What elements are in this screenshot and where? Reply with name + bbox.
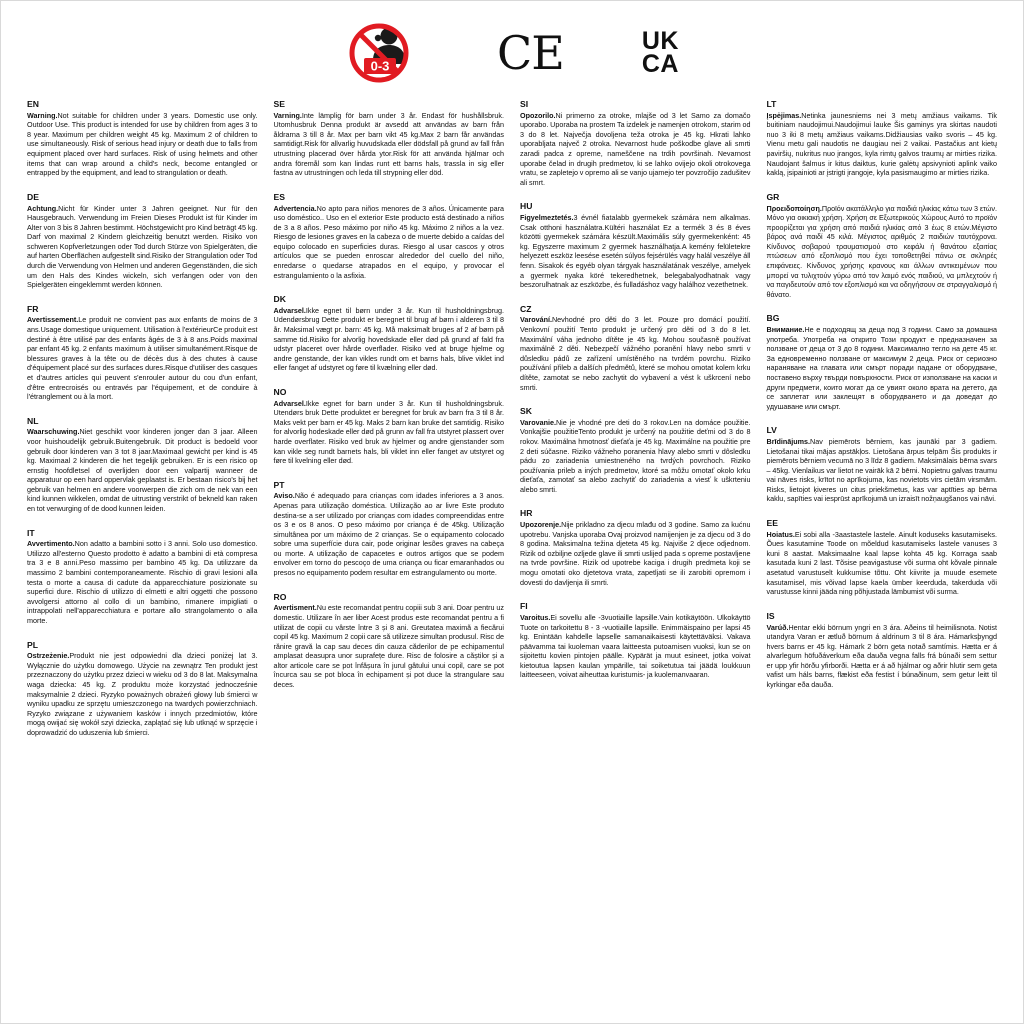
warning-body: Ikke egnet for barn under 3 år. Kun til husholdningsbruk. Utendørs bruk Dette produktet er beregnet for bruk av barn fra 3 til 8 år. Maks vekt per barn er 45 kg. Maks 2 barn kan bruke det samtidig. Risiko for alvorlig hodeskade eller død på grunn av fall fra utstyret plassert over harde overflater. Risiko ved bruk av hjelmer og andre gjenstander som kan vikle seg rundt barnets hals, bli viklet inn eller fanget av utstyret og føre til kvelning eller død.: [273, 398, 504, 466]
warning-body: Non adatto a bambini sotto i 3 anni. Solo uso domestico. Utilizzo all'esterno Questo prodotto è adatto a bambini di età compresa tra 3 e 8 anni.Peso massimo per bambino 45 kg. Da utilizzare da massimo 2 bambini contemporaneamente. Rischio di gravi lesioni alla testa o morte a causa di cadute da apparecchiature posizionate su superfici dure. Rischio di utilizzo di elmetti e altri oggetti che possono avvolgersi attorno al collo di un bambino, rimanere impigliati o intrappolati nell'apparecchiatura e portare allo strangolamento o alla morte.: [27, 539, 258, 625]
warning-text: [767, 530, 998, 597]
warning-body: Nav piemērots bērniem, kas jaunāki par 3 gadiem. Lietošanai tikai mājas apstākļos. Lietošana ārpus telpām Šis produkts ir piemērots bērniem vecumā no 3 līdz 8 gadiem. Maksimālais bērna svars – 45kg. Vienlaikus var lietot ne vairāk kā 2 bērni. Nopietnu galvas traumu vai nāves risks, krītot no aprīkojuma, kas novietots virs cietām virsmām. Risks, lietojot ķiveres un citus priekšmetus, kas var aptīties ap bērna kaklu, sapīties vai iesprūst aprīkojumā un izraisīt nožņaugšanos vai nāvi.: [766, 436, 997, 504]
warning-column-1: [27, 99, 258, 751]
warning-text: [520, 111, 751, 188]
warning-text: [767, 325, 998, 411]
warning-text: [27, 539, 258, 625]
language-code: GR: [766, 191, 780, 202]
warning-text: [274, 603, 505, 689]
warning-block-en: [27, 99, 258, 178]
ukca-line-1: UK: [641, 27, 679, 55]
warning-text: [27, 204, 258, 290]
warning-column-3: [520, 99, 751, 751]
warning-text: [520, 613, 751, 680]
warning-body: Niet geschikt voor kinderen jonger dan 3 jaar. Alleen voor huishoudelijk gebruik.Buitengebruik. Dit product is bedoeld voor gebruik door kinderen van 3 tot 8 jaar.Maximaal gewicht per kind is 45 kg. Maximaal 2 kinderen die het tegelijk gebruiken. Er is een risico op ernstig hoofdletsel of overlijden door een valpartij wanneer de apparatuur op een hard oppervlak geplaatst is. Er bestaan risico's bij het gebruik van helmen en andere voorwerpen die zich om de nek van een kind kunnen wikkelen, omdat de uitrusting verstrikt of bekneld kan raken en tot verwurging of de dood kunnen leiden.: [27, 427, 258, 514]
warning-lead: Avertisment.: [273, 603, 317, 613]
warning-text: [767, 437, 998, 504]
warning-text: [27, 427, 258, 513]
warning-lead: Advarsel.: [273, 305, 306, 315]
language-code: CZ: [520, 303, 532, 314]
warning-block-de: [27, 192, 258, 290]
warning-lead: Varning.: [273, 110, 302, 120]
warning-text: [274, 204, 505, 281]
language-code: IT: [27, 527, 35, 538]
language-code: PT: [273, 479, 285, 490]
warning-block-lv: [767, 425, 998, 504]
warning-body: Netinka jaunesniems nei 3 metų amžiaus vaikams. Tik buitiniam naudojimui.Naudojimui lauke Šis gaminys yra skirtas naudoti nuo 3 iki 8 metų amžiaus vaikams.Didžiausias vaiko svoris – 45 kg. Vienu metu gali naudotis ne daugiau nei 2 vaikai. Pastačius ant kietų paviršių, nukritus nuo įrangos, kyla rimtų galvos traumų ar mirties rizika. Naudojant šalmus ir kitus daiktus, kurie galėtų apsivynioti aplink vaiko kaklą, įsipainioti ar įstrigti įrangoje, kyla pasismaugimo ar mirties rizika.: [766, 110, 997, 178]
language-code: PL: [27, 639, 38, 650]
warning-block-se: [274, 99, 505, 178]
language-code: SE: [273, 99, 285, 109]
warning-body: Не е подходящ за деца под 3 години. Само за домашна употреба. Употреба на открито Този продукт е предназначен за ползване от деца от 3 до 8 години. Максимално тегло на дете 45 кг. За едновременно ползване от максимум 2 деца. Риск от сериозно нараняване на главата или смърт поради падане от оборудване, поставено върху твърди повърхности. Риск от използване на каски и други предмети, които могат да се увият около врата на детето, да се заплетат или заклещят в оборудването и да доведат до удушаване или смърт.: [766, 325, 997, 411]
language-code: SK: [520, 406, 532, 417]
warning-lead: Hoiatus.: [766, 529, 795, 539]
warning-lead: Varúð.: [766, 622, 789, 632]
warning-lead: Opozorilo.: [520, 110, 556, 120]
warning-block-dk: [274, 294, 505, 373]
warning-body: Not suitable for children under 3 years. Domestic use only. Outdoor Use. This product is intended for use by children from ages 3 to 8 year. Maximum per children weight 45 kg. Maximum 2 of children to use simultaneously. Risk of serious head injury or death due to falls from equipment placed over hard surfaces. Risk of using helmets and other items that can wrap around a child's neck, become entangled or entrapped by the equipment, and lead to strangulation or death.: [27, 110, 258, 178]
warning-lead: Внимание.: [766, 325, 805, 335]
warning-text: [520, 418, 751, 495]
warning-text: [767, 111, 998, 178]
language-code: NO: [273, 386, 287, 397]
warning-block-no: [274, 387, 505, 466]
warning-body: Nevhodné pro děti do 3 let. Pouze pro domácí použití. Venkovní použití Tento produkt je určený pro děti od 3 do 8 let. Maximální váha jednoho dítěte je 45 kg. Mohou současně používat maximálně 2 děti. Nebezpečí vážného poranění hlavy nebo smrti v důsledku pádů ze zařízení umístěného na tvrdém povrchu. Riziko používání přileb a dalších předmětů, které se mohou omotat kolem krku dítěte, zamotat se nebo zachytit do vybavení a vést k uškrcení nebo smrti.: [520, 315, 751, 392]
warning-lead: Varovanie.: [520, 417, 556, 427]
warning-lead: Brīdinājums.: [766, 436, 811, 446]
symbols-row: [1, 1, 1023, 99]
warning-body: Προϊόν ακατάλληλο για παιδιά ηλικίας κάτω των 3 ετών. Μόνο για οικιακή χρήση. Χρήση σε Εξωτερικούς Χώρους Αυτό το προϊόν προορίζεται για χρήση από παιδιά ηλικίας από 3 έως 8 ετών.Μέγιστο βάρος ανά παιδί 45 κιλά. Μέγιστος αριθμός 2 παιδιών ταυτόχρονα. Κίνδυνος σοβαρού τραυματισμού στο κεφάλι ή θανάτου εξαιτίας πτώσεων από εξοπλισμό που έχει τοποθετηθεί πάνω σε σκληρές επιφάνειες. Κίνδυνος χρήσης κρανους και άλλων αντικειμένων που μπορεί να τυλιχτούν γύρω από τον λαιμό ενός παιδιού, να μπλεχτούν ή να παγιδευτούν από τον εξοπλισμό και να οδηγήσουν σε στραγγαλισμό ή θάνατο.: [766, 203, 997, 299]
warning-body: 3 évnél fiatalabb gyermekek számára nem alkalmas. Csak otthoni használatra.Kültéri használat Ez a termék 3 és 8 éves közötti gyermekek számára készült.Maximális súly gyermekenként: 45 kg. Egyszerre maximum 2 gyermek használhatja.A kemény felületekre helyezett eszköz leesése esetén súlyos fejsérülés vagy halál veszélye áll fenn. Sisakok és egyéb olyan tárgyak használatának veszélye, amelyek a gyermek nyaka köré tekeredhetnek, belegabalyodhatnak vagy beszorulhatnak az eszközbe, és fulladáshoz vagy halálhoz vezethetnek.: [520, 213, 751, 290]
warning-lead: Warning.: [27, 110, 58, 120]
ukca-mark-icon: [641, 27, 679, 78]
warning-lead: Advarsel.: [273, 398, 306, 408]
warning-block-sk: [520, 406, 751, 494]
warning-body: No apto para niños menores de 3 años. Únicamente para uso doméstico.. Uso en el exterior Este producto está destinado a niños de 3 a 8 años. Peso máximo por niño 45 kg. Máximo 2 niños a la vez. Riesgo de lesiones graves en la cabeza o de muerte debido a caídas del equipo colocado en superficies duras. Riesgo al usar cascos y otros artículos que se pueden enroscar alrededor del cuello del niño, enredarse o quedarse atrapados en el equipo, y provocar el estrangulamiento o la asfixia.: [273, 203, 504, 280]
warning-block-ee: [767, 518, 998, 597]
warning-block-si: [520, 99, 751, 187]
warning-block-hr: [520, 508, 751, 587]
language-code: HR: [520, 508, 533, 519]
warning-text: [520, 213, 751, 290]
warning-text: [520, 520, 751, 587]
warning-body: Ei sobi alla -3aastastele lastele. Ainult koduseks kasutamiseks. Õues kasutamine Toode on mõeldud kasutamiseks lastele vanuses 3 kuni 8 aastat. Maksimaalne kaal lapse kohta 45 kg. Korraga saab kasutada kuni 2 last. Tõsise peavigastuse või surma oht kõvale pinnale asetatud varustuselt kukkumise tõttu. Oht kiivrite ja muude esemete kasutamisel, mis võivad lapse kaela ümber keerduda, takerduda või varustusse kinni jääda ning põhjustada lämbumist või surma.: [766, 529, 997, 597]
warning-text: [27, 111, 258, 178]
ukca-mark-block: [641, 27, 679, 78]
warning-block-cz: [520, 304, 751, 392]
warning-body: Ikke egnet til børn under 3 år. Kun til husholdningsbrug. Udendørsbrug Dette produkt er beregnet til brug af børn i alderen 3 til 8 år. Maksimal vægt pr. barn: 45 kg. Må maksimalt bruges af 2 af børn på samme tid.Risiko for alvorlig hovedskade eller død på grund af fald fra udstyr placeret over hårde overflader. Risiko ved at bruge hjelme og andre genstande, der kan vikles rundt om et barns hals, blive viklet ind eller fanget af udstyret og føre til kvælning eller død.: [273, 305, 504, 373]
warning-block-is: [767, 611, 998, 690]
language-code: BG: [766, 313, 780, 324]
warning-text: [27, 651, 258, 737]
warning-block-bg: [767, 313, 998, 411]
warning-lead: Figyelmeztetés.: [520, 213, 574, 223]
language-code: LV: [766, 425, 777, 436]
warning-text: [274, 111, 505, 178]
warning-lead: Įspėjimas.: [766, 110, 802, 120]
warning-lead: Avertissement.: [27, 315, 79, 325]
warning-lead: Upozorenje.: [520, 520, 562, 530]
warning-lead: Varování.: [520, 315, 552, 325]
warning-body: Ni primerno za otroke, mlajše od 3 let Samo za domačo uporabo. Uporaba na prostem Ta izdelek je namenjen otrokom, starim od 3 do 8 let. Največja dovoljena teža otroka je 45 kg. Hkrati lahko uporabljata največ 2 otroka. Nevarnost hude poškodbe glave ali smrti zaradi padca z opreme, nameščene na trdih površinah. Nevarnost uporabe čelad in drugih predmetov, ki se lahko ovijejo okoli otrokovega vratu, se zapletejo v opremo ali se vanjo ujamejo ter povzročijo zadušitev ali smrt.: [520, 110, 751, 187]
warning-block-it: [27, 528, 258, 626]
warning-body: Nicht für Kinder unter 3 Jahren geeignet. Nur für den Hausgebrauch. Verwendung im Freien Dieses Produkt ist für Kinder im Alter von 3 bis 8 Jahren bestimmt. Höchstgewicht pro Kind beträgt 45 kg. Darf von maximal 2 Kindern gleichzeitig benutzt werden. Risiko von schweren Kopfverletzungen oder Tod durch Stürze von Spielgeräten, die auf harten Oberflächen aufgestellt sind.Risiko der Strangulation oder Tod durch die Verwendung von Helmen und anderen Gegenständen, die sich um den Hals des Kindes wickeln, sich verfangen oder von den Spielgeräten eingeklemmt werden können.: [27, 203, 258, 290]
warning-lead: Προειδοποίηση.: [766, 203, 822, 213]
no-children-under-3-symbol: [345, 20, 419, 86]
language-code: HU: [520, 201, 533, 212]
warning-text: [27, 315, 258, 401]
warning-block-pt: [274, 480, 505, 578]
language-code: FI: [520, 601, 528, 612]
warning-block-pl: [27, 640, 258, 738]
warning-lead: Ostrzeżenie.: [27, 651, 70, 661]
warning-lead: Achtung.: [27, 203, 59, 213]
ce-mark-icon: [497, 26, 564, 80]
warning-lead: Waarschuwing.: [27, 427, 80, 437]
warning-body: Nu este recomandat pentru copiii sub 3 ani. Doar pentru uz domestic. Utilizare în aer liber Acest produs este recomandat pentru a fi utilizat de copii cu vârste între 3 și 8 ani. Greutatea maximă a fiecărui copil 45 kg. Maximum 2 copii care să utilizeze simultan produsul. Risc de rănire gravă la cap sau deces din cauza căderilor de pe echipamentul amplasat deasupra unor suprafețe dure. Risc de folosire a căștilor și a altor articole care se pot înfășura în jurul gâtului unui copil, care se pot încurca sau se pot bloca în echipament și pot duce la strangulare sau deces.: [273, 603, 504, 689]
warning-text: [767, 623, 998, 690]
language-code: EN: [27, 99, 39, 109]
warning-body: Não é adequado para crianças com idades inferiores a 3 anos. Apenas para utilização doméstica. Utilização ao ar livre Este produto destina-se a ser utilizado por crianças com idades compreendidas entre os 3 e os 8 anos. O peso máximo por criança é de 45kg. Utilização simultânea por um máximo de 2 crianças. Se o equipamento colocado sobre uma superfície dura cair, pode originar lesões graves na cabeça ou morte. A utilização de capacetes e outros artigos que se podem envolver em torno do pescoço de uma criança ou ficar emaranhados ou presos no equipamento podem resultar em estrangulamento ou morte.: [273, 491, 504, 578]
language-code: SI: [520, 99, 529, 109]
warning-body: Hentar ekki börnum yngri en 3 ára. Aðeins til heimilisnota. Notist utandyra Varan er ætluð börnum á aldrinum 3 til 8 ára. Hámarksþyngd hvers barns er 45 kg. Hámark 2 börn geta notað samtímis. Hætta er á alvarlegum höfuðáverkum eða dauða vegna falls frá búnaði sem settur er upp yfir hörðu yfirborði. Hætta er á að hjálmar og aðrir hlutir sem geta vafist um háls barns, flækist eða festist í búnaðinum, sem getur leitt til kyrkingar eða dauða.: [766, 622, 997, 689]
language-code: RO: [273, 591, 287, 602]
warning-lead: Varoitus.: [520, 612, 551, 622]
language-code: DK: [273, 294, 286, 305]
warning-block-fr: [27, 304, 258, 402]
warning-block-fi: [520, 601, 751, 680]
warning-block-gr: [767, 192, 998, 300]
warning-text: [767, 204, 998, 300]
warning-block-hu: [520, 201, 751, 289]
language-code: NL: [27, 415, 39, 426]
warning-body: Inte lämplig för barn under 3 år. Endast för hushållsbruk. Utomhusbruk Denna produkt är avsedd att användas av barn från åldrarna 3 till 8 år. Max per barn vikt 45 kg.Max 2 barn får användas samtidigt.Risk för allvarlig huvudskada eller dödsfall på grund av fall från utrustning placerad över hårda ytor.Risk för att använda hjälmar och andra föremål som kan lindas runt ett barns hals, trassla in sig eller fastna av utrustningen och leda till strypning eller död.: [273, 110, 504, 178]
warning-text: [274, 306, 505, 373]
language-code: EE: [766, 518, 778, 529]
warning-lead: Advertencia.: [273, 203, 317, 213]
language-warnings-grid: [1, 99, 1023, 761]
warning-column-4: [767, 99, 998, 751]
warning-body: Ei sovellu alle -3vuotiaille lapsille.Vain kotikäytöön. Ulkokäyttö Tuote on tarkoitettu 8 - 3 -vuotiaille lapsille. Enimmäispaino per lapsi 45 kg. Enintään kahdelle lapselle samanaikaisesti käytettäväksi. Vakava päävamma tai kuoleman vaara laitteesta putoamisen vuoksi, kun se on sijoitettu kovien pintojen päälle. Kypärät ja muut esineet, jotka voivat kietoutua lapsen kaulan ympärille, tai soiketutua tai jäädä loukkuun laitteeseen, voivat aiheuttaa kuristumis- ja kuolemanvaaran.: [520, 612, 751, 680]
warning-body: Le produit ne convient pas aux enfants de moins de 3 ans.Usage domestique uniquement. Utilisation à l'extérieurCe produit est destiné à être utilisé par des enfants âgés de 3 à 8 ans.Poids maximal par enfant 45 kg. 2 enfants maximum à utiliser simultanément.Risque de blessures graves à la tête ou de décès dus à des chutes à cause d'équipement placé sur des surfaces dures.Risque d'utiliser des casques et d'autres articles qui peuvent s'enrouler autour du cou d'un enfant, d'être entrecroisés ou entravés par l'équipement, et de conduire à l'étranglement ou à la mort.: [27, 315, 258, 402]
language-code: LT: [766, 99, 777, 109]
warning-text: [520, 315, 751, 392]
warning-block-lt: [767, 99, 998, 178]
warning-lead: Aviso.: [273, 491, 295, 501]
warning-text: [274, 399, 505, 466]
warning-lead: Avvertimento.: [27, 539, 75, 549]
language-code: ES: [273, 191, 285, 202]
warning-body: Nie je vhodné pre deti do 3 rokov.Len na domáce použitie. Vonkajšie použitieTento produkt je určený na použitie deťmi od 3 do 8 rokov. Maximálna hmotnosť dieťaťa je 45 kg. Maximálne na použitie pre 2 deti súčasne. Riziko vážneho poranenia hlavy alebo smrti v dôsledku pádu zo zariadenia umiestneného na tvrdých povrchoch. Riziko používania prileb a iných predmetov, ktoré sa môžu omotať okolo krku dieťaťa, zamotať sa alebo zachytiť do zariadenia a viesť k uškrteniu alebo smrti.: [520, 417, 751, 494]
svg-text:0-3: 0-3: [370, 58, 390, 74]
warning-body: Produkt nie jest odpowiedni dla dzieci poniżej lat 3. Wyłącznie do użytku domowego. Użycie na zewnątrz Ten produkt jest przeznaczony do użytku przez dzieci w wieku od 3 do 8 lat. Maksymalna waga dziecka: 45 kg. Z produktu może korzystać jednocześnie maksymalnie 2 dzieci. Ryzyko poważnych obrażeń głowy lub śmierci w wyniku upadku ze sprzętu umieszczonego na twardych powierzchniach. Ryzyko związane z używaniem kasków i innych przedmiotów, które mogą owijać się wokół szyi dziecka, zaplątać się lub utknąć w sprzęcie i doprowadzić do uduszenia lub śmierci.: [27, 651, 258, 737]
warning-block-nl: [27, 416, 258, 514]
language-code: IS: [766, 610, 775, 621]
warning-column-2: [274, 99, 505, 751]
language-code: FR: [27, 303, 39, 314]
warning-body: Nije prikladno za djecu mlađu od 3 godine. Samo za kućnu upotrebu. Vanjska uporaba Ovaj proizvod namijenjen je za djecu od 3 do 8 godina. Maksimalna težina djeteta 45 kg. Najviše 2 djece odjednom. Rizik od ozbiljne ozljede glave ili smrti uslijed pada s opreme postavljene na tvrde površine. Rizik od upotrebe kaciga i drugih predmeta koji se mogu omotati oko djetetova vrata, zapetljati se ili zarobiti opremom i dovesti do davljenja ili smrti.: [520, 520, 751, 587]
warning-block-ro: [274, 592, 505, 690]
ce-mark-label: CE: [497, 26, 564, 80]
language-code: DE: [27, 191, 39, 202]
warning-text: [274, 491, 505, 577]
warning-block-es: [274, 192, 505, 280]
ukca-line-2: CA: [641, 50, 679, 78]
